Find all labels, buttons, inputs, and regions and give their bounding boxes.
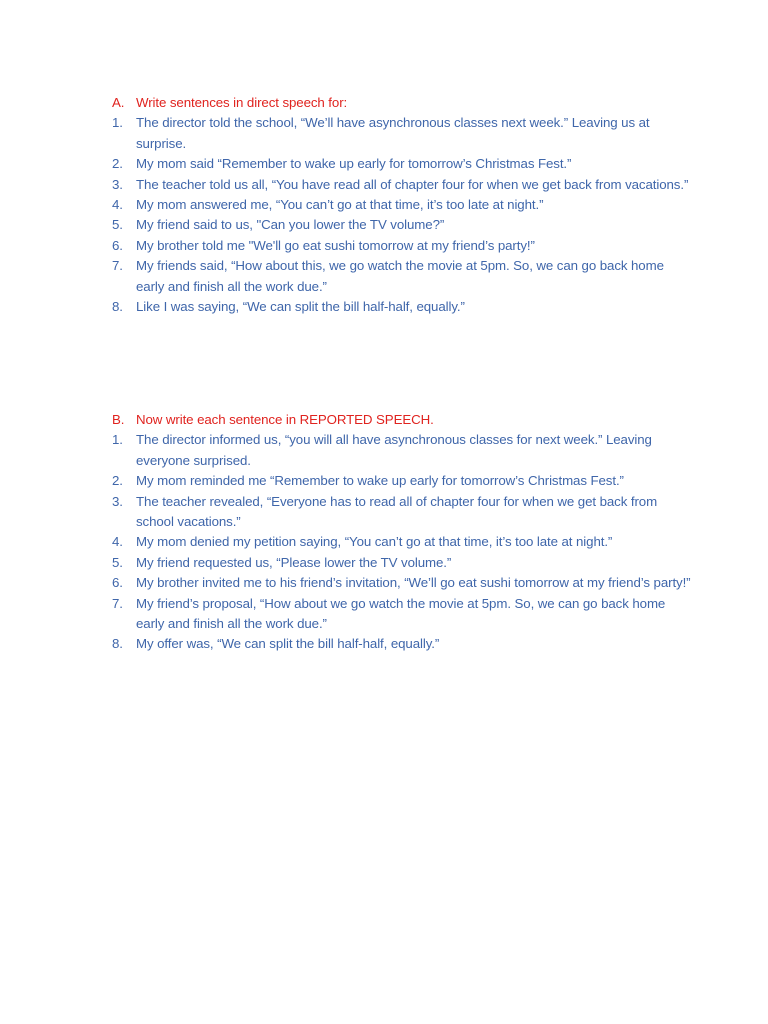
list-item-number: 6. xyxy=(112,575,123,591)
list-item-text: My brother told me "We'll go eat sushi tomorrow at my friend’s party!” xyxy=(136,237,535,253)
section-b-heading-text: Now write each sentence in REPORTED SPEECH. xyxy=(136,412,434,427)
list-item-number: 8. xyxy=(112,636,123,652)
list-item-number: 5. xyxy=(112,554,123,570)
list-item-text: My friend requested us, “Please lower the TV volume.” xyxy=(136,554,452,570)
list-item xyxy=(112,471,692,491)
list-item xyxy=(112,532,692,552)
list-item-text: My friend’s proposal, “How about we go watch the movie at 5pm. So, we can go back home early and finish all the work due.” xyxy=(136,595,666,632)
section-a xyxy=(112,93,692,317)
list-item-text: My mom answered me, “You can’t go at that time, it’s too late at night.” xyxy=(136,197,544,213)
section-b-heading xyxy=(112,410,692,430)
list-item-number: 1. xyxy=(112,115,123,131)
list-item-text: My friends said, “How about this, we go watch the movie at 5pm. So, we can go back home early and finish all the work due.” xyxy=(136,258,664,294)
list-item-number: 8. xyxy=(112,299,123,315)
list-item-number: 7. xyxy=(112,595,123,611)
list-item-number: 3. xyxy=(112,493,123,509)
section-a-heading-text: Write sentences in direct speech for: xyxy=(136,95,348,110)
section-b-list xyxy=(112,430,692,654)
list-item-text: The director told the school, “We’ll have asynchronous classes next week.” Leaving us at surprise. xyxy=(136,115,650,151)
list-item-text: My mom denied my petition saying, “You can’t go at that time, it’s too late at night.” xyxy=(136,534,613,550)
list-item xyxy=(112,256,692,297)
list-item-text: The teacher told us all, “You have read all of chapter four for when we get back from vacations.” xyxy=(136,176,689,192)
list-item xyxy=(112,236,692,256)
list-item-text: The director informed us, “you will all have asynchronous classes for next week.” Leaving everyone surprised. xyxy=(136,432,652,468)
list-item-text: Like I was saying, “We can split the bill half-half, equally.” xyxy=(136,299,465,315)
list-item xyxy=(112,634,692,654)
list-item xyxy=(112,553,692,573)
list-item-number: 1. xyxy=(112,432,123,448)
list-item xyxy=(112,573,692,593)
list-item xyxy=(112,175,692,195)
section-b-marker: B. xyxy=(112,412,125,427)
list-item-number: 7. xyxy=(112,258,123,274)
list-item-text: My offer was, “We can split the bill half-half, equally.” xyxy=(136,636,440,652)
section-a-heading xyxy=(112,93,692,113)
list-item xyxy=(112,492,692,533)
list-item-number: 2. xyxy=(112,473,123,489)
list-item-number: 3. xyxy=(112,176,123,192)
list-item-number: 4. xyxy=(112,197,123,213)
list-item-text: My mom said “Remember to wake up early for tomorrow’s Christmas Fest.” xyxy=(136,156,572,172)
section-a-marker: A. xyxy=(112,95,125,110)
list-item-number: 6. xyxy=(112,237,123,253)
list-item-number: 2. xyxy=(112,156,123,172)
list-item xyxy=(112,195,692,215)
list-item xyxy=(112,113,692,154)
list-item-text: My friend said to us, "Can you lower the TV volume?” xyxy=(136,217,445,233)
list-item-number: 5. xyxy=(112,217,123,233)
list-item xyxy=(112,430,692,471)
list-item-text: The teacher revealed, “Everyone has to read all of chapter four for when we get back from school vacations.” xyxy=(136,493,658,530)
list-item-text: My brother invited me to his friend’s invitation, “We’ll go eat sushi tomorrow at my friend’s party!” xyxy=(136,575,691,591)
list-item xyxy=(112,215,692,235)
list-item-text: My mom reminded me “Remember to wake up early for tomorrow’s Christmas Fest.” xyxy=(136,473,624,489)
list-item xyxy=(112,297,692,317)
section-a-list xyxy=(112,113,692,317)
list-item-number: 4. xyxy=(112,534,123,550)
list-item xyxy=(112,154,692,174)
section-b xyxy=(112,410,692,655)
list-item xyxy=(112,594,692,635)
